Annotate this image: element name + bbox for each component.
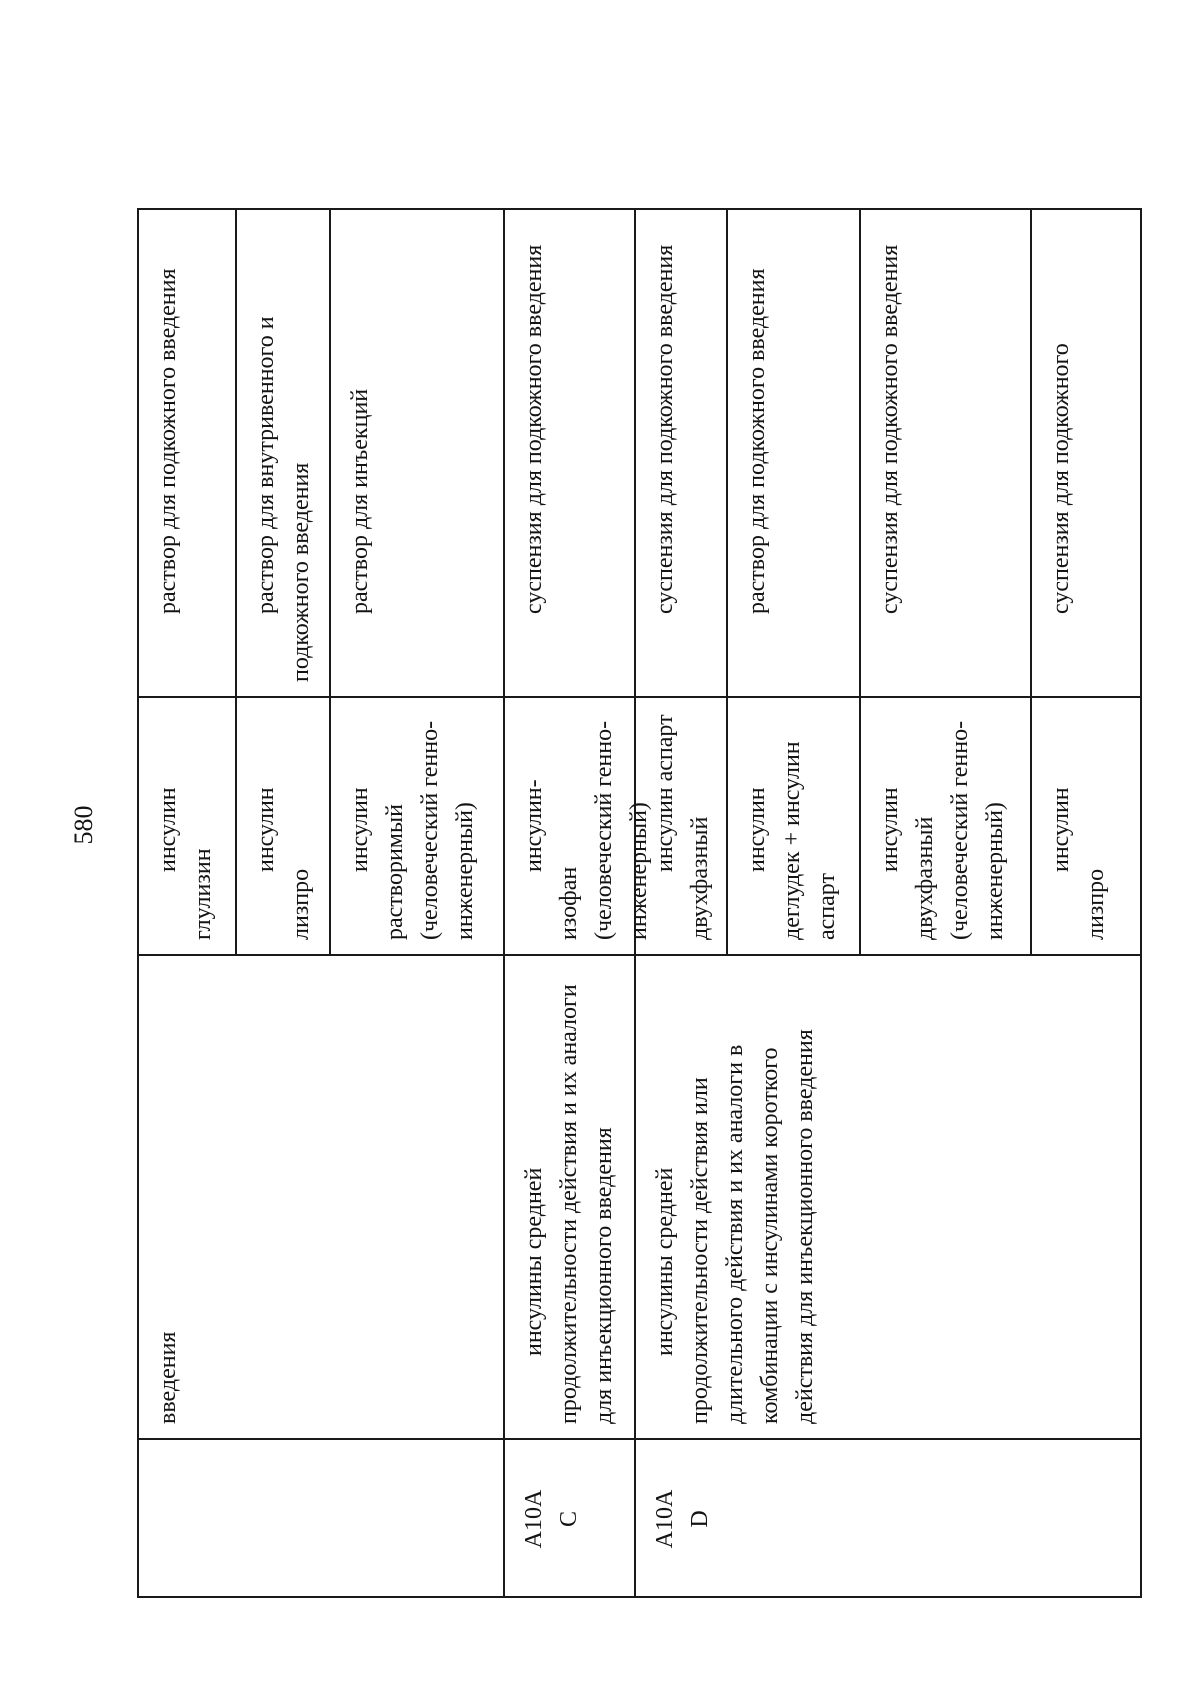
page-number: 580 [69, 805, 98, 845]
cell-drug-name: инсулин двухфазный (человеческий генно-инженерный) [877, 720, 1008, 940]
cell-drug-name: инсулин лизпро [253, 787, 314, 940]
cell-drug-name: инсулин деглудек + инсулин аспарт [744, 741, 840, 940]
cell-dosage-form: суспензия для подкожного введения [877, 244, 903, 614]
cell-code-a10ad: A10A D [652, 1489, 713, 1549]
cell-dosage-form: раствор для подкожного введения [744, 268, 770, 614]
cell-code-continuation [137, 1440, 503, 1598]
cell-drug-name: инсулин-изофан (человеческий генно-инженерный) [521, 720, 652, 940]
cell-dosage-form: раствор для подкожного введения [155, 268, 181, 614]
cell-dosage-form: суспензия для подкожного введения [652, 244, 678, 614]
cell-drug-name: инсулин лизпро [1048, 787, 1109, 940]
cell-drug-name: инсулин растворимый (человеческий генно-инженерный) [347, 720, 478, 940]
cell-group-continuation: введения [155, 1331, 181, 1424]
drug-classification-table [137, 208, 1142, 1598]
cell-dosage-form: суспензия для подкожного введения [521, 244, 547, 614]
cell-group-a10ac: инсулины средней продолжительности действия и их аналоги для инъекционного введения [521, 984, 617, 1424]
cell-drug-name: инсулин глулизин [155, 787, 216, 940]
cell-dosage-form: суспензия для подкожного [1048, 343, 1074, 614]
cell-group-a10ad: инсулины средней продолжительности действия или длительного действия и их аналоги в комбинации с инсулинами короткого действия для инъекционного введения [652, 1029, 818, 1424]
cell-drug-name: инсулин аспарт двухфазный [652, 714, 713, 940]
cell-dosage-form: раствор для инъекций [347, 388, 373, 614]
cell-dosage-form: раствор для внутривенного и подкожного введения [253, 316, 314, 682]
cell-code-a10ac: A10A C [521, 1489, 582, 1549]
